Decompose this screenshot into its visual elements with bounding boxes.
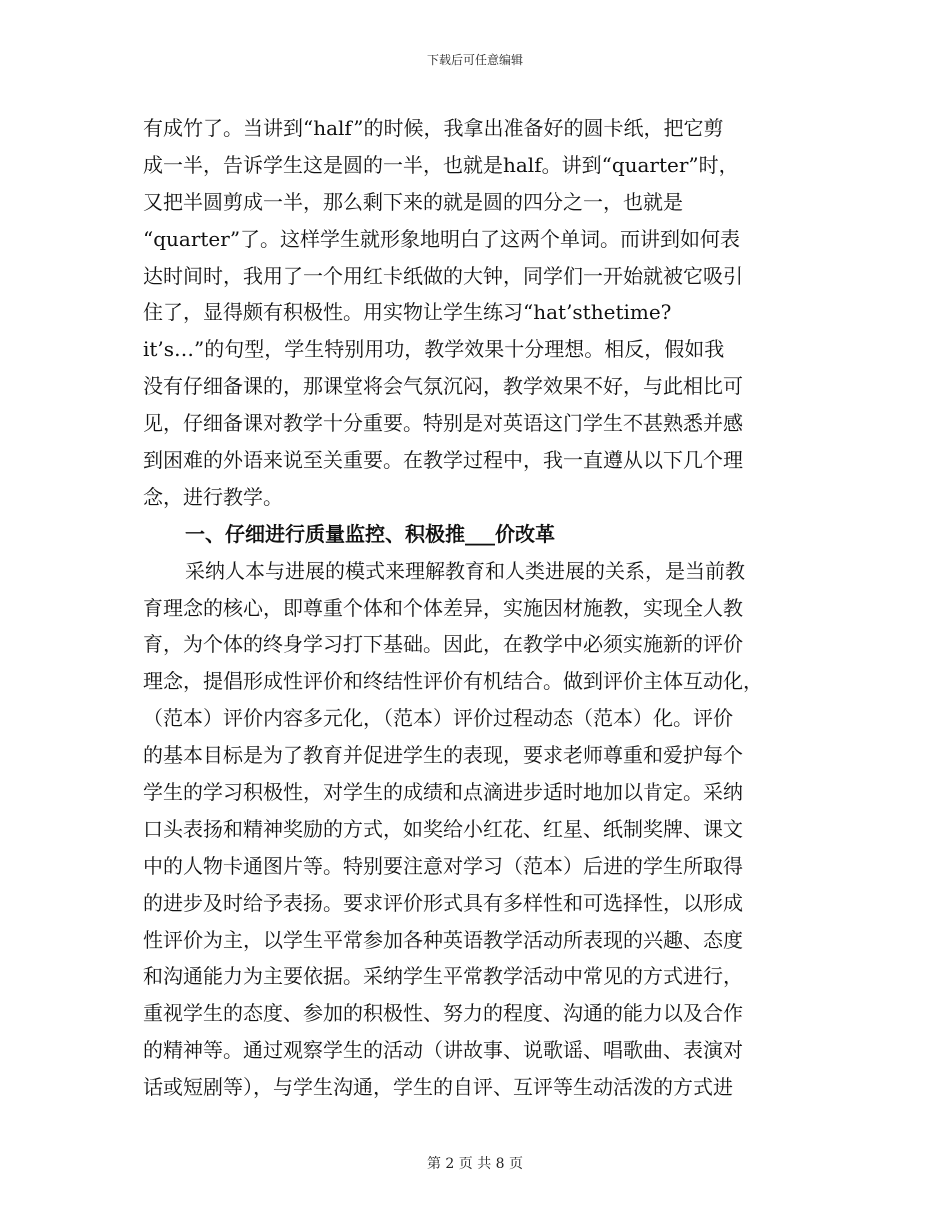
- text-line: 念，进行教学。: [143, 484, 283, 509]
- text-line: 话或短剧等），与学生沟通，学生的自评、互评等生动活泼的方式进: [143, 1075, 733, 1100]
- page-header: 下载后可任意编辑: [426, 53, 523, 67]
- text-line: 性评价为主，以学生平常参加各种英语教学活动所表现的兴趣、态度: [143, 927, 743, 952]
- text-line: 中的人物卡通图片等。特别要注意对学习（范本）后进的学生所取得: [143, 853, 743, 878]
- text-line: 有成竹了。当讲到“half”的时候，我拿出准备好的圆卡纸，把它剪: [143, 116, 724, 140]
- document-body: [143, 110, 803, 1106]
- text-line: 学生的学习积极性，对学生的成绩和点滴进步适时地加以肯定。采纳: [143, 780, 743, 805]
- text-line: 的进步及时给予表扬。要求评价形式具有多样性和可选择性，以形成: [143, 890, 743, 915]
- text-line: 的精神等。通过观察学生的活动（讲故事、说歌谣、唱歌曲、表演对: [143, 1038, 743, 1063]
- text-line: 见，仔细备课对教学十分重要。特别是对英语这门学生不甚熟悉并感: [143, 411, 743, 436]
- text-line: 理念，提倡形成性评价和终结性评价有机结合。做到评价主体互动化，: [143, 669, 763, 694]
- page-number: 第 2 页 共 8 页: [426, 1156, 524, 1172]
- text-line: 重视学生的态度、参加的积极性、努力的程度、沟通的能力以及合作: [143, 1001, 743, 1026]
- text-line: 和沟通能力为主要依据。采纳学生平常教学活动中常见的方式进行，: [143, 964, 743, 989]
- text-line: 口头表扬和精神奖励的方式，如奖给小红花、红星、纸制奖牌、课文: [143, 816, 743, 841]
- text-line: it’s…”的句型，学生特别用功，教学效果十分理想。相反，假如我: [143, 337, 725, 362]
- text-line: （范本）评价内容多元化，（范本）评价过程动态（范本）化。评价: [143, 706, 733, 731]
- text-line: 没有仔细备课的，那课堂将会气氛沉闷，教学效果不好，与此相比可: [143, 374, 743, 399]
- text-line: 的基本目标是为了教育并促进学生的表现，要求老师尊重和爱护每个: [143, 743, 743, 768]
- text-line: “quarter”了。这样学生就形象地明白了这两个单词。而讲到如何表: [143, 226, 741, 251]
- text-line: 达时间时，我用了一个用红卡纸做的大钟，同学们一开始就被它吸引: [143, 263, 743, 288]
- text-line: 住了，显得颇有积极性。用实物让学生练习“hat’sthetime?: [143, 300, 672, 325]
- paragraph-first-line: 采纳人本与进展的模式来理解教育和人类进展的关系，是当前教: [185, 558, 745, 583]
- text-line: 成一半，告诉学生这是圆的一半，也就是half。讲到“quarter”时，: [143, 152, 739, 177]
- text-line: 育，为个体的终身学习打下基础。因此，在教学中必须实施新的评价: [143, 632, 743, 657]
- text-line: 育理念的核心，即尊重个体和个体差异，实施因材施教，实现全人教: [143, 595, 743, 620]
- section-heading: 一、仔细进行质量监控、积极推___价改革: [185, 521, 555, 546]
- text-line: 又把半圆剪成一半，那么剩下来的就是圆的四分之一，也就是: [143, 189, 683, 214]
- text-line: 到困难的外语来说至关重要。在教学过程中，我一直遵从以下几个理: [143, 448, 743, 473]
